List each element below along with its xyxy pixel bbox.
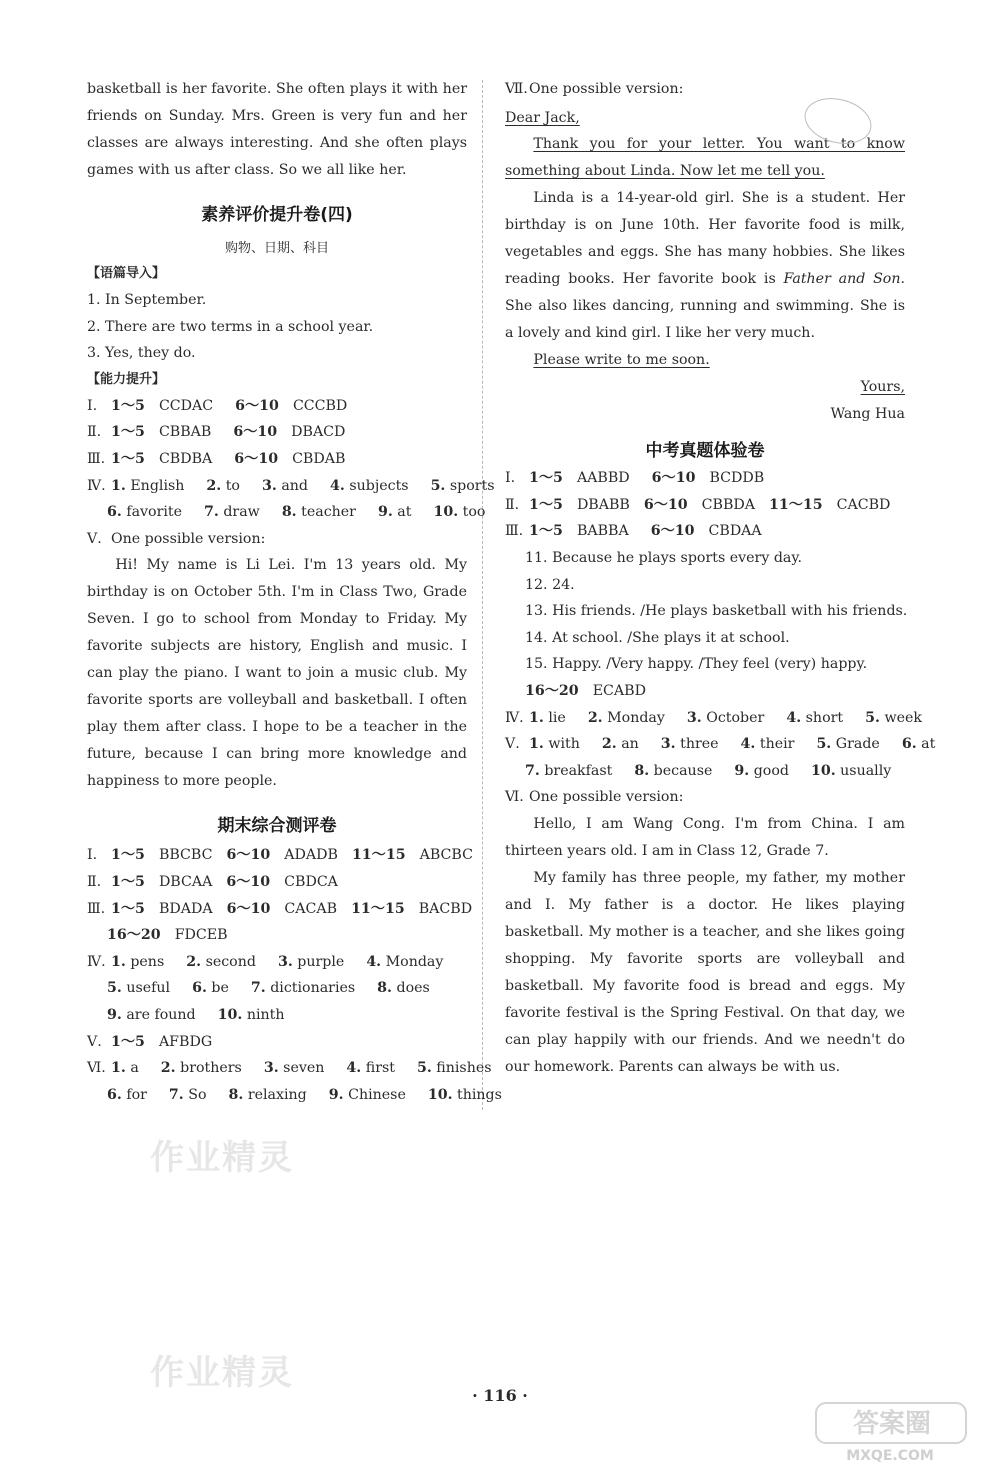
- zk-row-6: Ⅵ. One possible version:: [505, 789, 684, 806]
- section-title-zhongkao: 中考真题体验卷: [645, 441, 765, 462]
- zk-item-15: 15. Happy. /Very happy. /They feel (very) happy.: [525, 656, 868, 673]
- brand-logo: [812, 1400, 992, 1464]
- letter-greeting: Dear Jack,: [505, 109, 580, 126]
- zk-row-5-cont: 7. breakfast 8. because 9. good 10. usually: [525, 762, 892, 779]
- final-row-6: Ⅵ. 1. a 2. brothers 3. seven 4. first 5. finishes: [87, 1060, 492, 1077]
- answer-row-5: Ⅴ. One possible version:: [87, 530, 266, 547]
- brand-mark: 答案圈: [852, 1409, 932, 1439]
- final-row-3-cont: 16～20 FDCEB: [107, 927, 228, 944]
- final-row-2: Ⅱ. 1～5 DBCAA 6～10 CBDCA: [87, 873, 338, 890]
- intro-item-1: 1. In September.: [87, 292, 207, 308]
- zk-row-4: Ⅳ. 1. lie 2. Monday 3. October 4. short 5. week: [505, 709, 922, 726]
- label-ability: 【能力提升】: [87, 371, 166, 387]
- final-row-4-cont-1: 5. useful 6. be 7. dictionaries 8. does: [107, 980, 430, 997]
- intro-item-3: 3. Yes, they do.: [87, 345, 196, 362]
- column-divider: [482, 80, 483, 1110]
- section-subtitle-s4: 购物、日期、科目: [224, 241, 329, 256]
- essay-wang-cong-2: My family has three people, my father, my mother and I. My father is a doctor. He likes playing basketball. My mother is a teacher, and she likes going shopping. My favorite sports are volleyball and basketball. My favorite food is bread and eggs. My favorite festival is the Spring Festival. On that day, we can play happily with our friends. And we needn't do our homework. Parents can always be with us.: [505, 869, 905, 1075]
- section-title-s4: 素养评价提升卷(四): [201, 205, 353, 225]
- answer-row-4-cont: 6. favorite 7. draw 8. teacher 9. at 10. too: [107, 504, 486, 521]
- answer-row-3: Ⅲ. 1～5 CBDBA 6～10 CBDAB: [87, 450, 346, 467]
- intro-paragraph: basketball is her favorite. She often plays it with her friends on Sunday. Mrs. Green is very fun and her classes are always interesting. And she often plays games with us after class. So we all like her.: [87, 81, 467, 178]
- zk-item-16-20: 16～20 ECABD: [525, 682, 646, 699]
- watermark-1: [150, 1130, 294, 1179]
- letter-request: Please write to me soon.: [533, 352, 710, 369]
- zk-item-12: 12. 24.: [525, 576, 575, 593]
- zk-row-1: Ⅰ. 1～5 AABBD 6～10 BCDDB: [505, 470, 765, 487]
- zk-row-2: Ⅱ. 1～5 DBABB 6～10 CBBDA 11～15 CACBD: [505, 496, 891, 513]
- zk-row-3: Ⅲ. 1～5 BABBA 6～10 CBDAA: [505, 523, 762, 540]
- watermark-text-1: 作业精灵: [150, 1138, 294, 1178]
- final-row-5: Ⅴ. 1～5 AFBDG: [87, 1033, 213, 1050]
- essay-li-lei: Hi! My name is Li Lei. I'm 13 years old. My birthday is on October 5th. I'm in Class Two, Grade Seven. I go to school from Monday to Friday. My favorite subjects are history, English and music. I can play the piano. I want to join a music club. My favorite sports are volleyball and basketball. I often play them after class. I hope to be a teacher in the future, because I can bring more knowledge and happiness to more people.: [87, 557, 467, 790]
- final-row-4: Ⅳ. 1. pens 2. second 3. purple 4. Monday: [87, 953, 444, 970]
- intro-item-2: 2. There are two terms in a school year.: [87, 318, 374, 335]
- section-title-final: 期末综合测评卷: [217, 816, 337, 837]
- letter-body: Linda is a 14-year-old girl. She is a student. Her birthday is on June 10th. Her favorite food is milk, vegetables and eggs. She has many hobbies. She likes reading books. Her favorite book is Father and Son. She also likes dancing, running and swimming. She is a lovely and kind girl. I like her very much.: [505, 190, 905, 342]
- zk-item-11: 11. Because he plays sports every day.: [525, 549, 803, 566]
- letter-heading: Ⅶ.One possible version:: [505, 81, 684, 97]
- answer-row-2: Ⅱ. 1～5 CBBAB 6～10 DBACD: [87, 424, 346, 441]
- final-row-4-cont-2: 9. are found 10. ninth: [107, 1006, 285, 1023]
- final-row-1: Ⅰ. 1～5 BBCBC 6～10 ADADB 11～15 ABCBC: [87, 847, 473, 864]
- page-number: · 116 ·: [472, 1386, 528, 1405]
- right-column: [505, 76, 936, 1081]
- watermark-text-2: 作业精灵: [150, 1353, 294, 1393]
- letter-opening: Thank you for your letter. You want to know something about Linda. Now let me tell you.: [505, 136, 905, 180]
- answer-row-1: Ⅰ. 1～5 CCDAC 6～10 CCCBD: [87, 397, 348, 414]
- answer-row-4: Ⅳ. 1. English 2. to 3. and 4. subjects 5. sports: [87, 477, 495, 494]
- zk-row-5: Ⅴ. 1. with 2. an 3. three 4. their 5. Grade 6. at: [505, 736, 936, 753]
- final-row-3: Ⅲ. 1～5 BDADA 6～10 CACAB 11～15 BACBD: [87, 900, 473, 917]
- essay-wang-cong-1: Hello, I am Wang Cong. I'm from China. I am thirteen years old. I am in Class 12, Grade 7.: [505, 815, 905, 859]
- letter-closing: Yours,: [860, 379, 905, 396]
- zk-item-13: 13. His friends. /He plays basketball with his friends.: [525, 603, 908, 620]
- left-column: [87, 76, 502, 1108]
- final-row-6-cont: 6. for 7. So 8. relaxing 9. Chinese 10. things: [107, 1086, 502, 1103]
- label-intro: 【语篇导入】: [87, 266, 166, 281]
- zk-item-14: 14. At school. /She plays it at school.: [525, 629, 790, 646]
- brand-url: MXQE.COM: [846, 1448, 934, 1464]
- letter-signature: Wang Hua: [830, 406, 905, 423]
